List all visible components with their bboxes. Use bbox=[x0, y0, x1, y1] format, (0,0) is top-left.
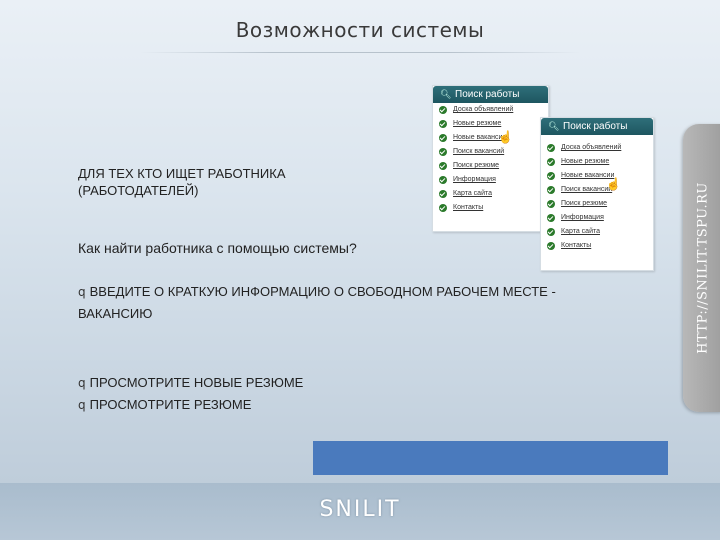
menu-screenshot-2 bbox=[540, 117, 654, 271]
menu-item-contacts[interactable]: Контакты bbox=[433, 201, 548, 215]
bullet-item bbox=[78, 281, 558, 325]
green-check-icon bbox=[439, 204, 447, 212]
green-check-icon bbox=[547, 172, 555, 180]
menu-header bbox=[433, 86, 548, 103]
green-check-icon bbox=[547, 214, 555, 222]
bullet-item bbox=[78, 374, 303, 392]
menu-header bbox=[541, 118, 653, 135]
menu-item-sitemap[interactable]: Карта сайта bbox=[433, 187, 548, 201]
bullet-item bbox=[78, 396, 251, 414]
green-check-icon bbox=[439, 106, 447, 114]
side-url-tab[interactable] bbox=[683, 124, 720, 412]
green-check-icon bbox=[439, 148, 447, 156]
menu-item-board[interactable]: Доска объявлений bbox=[541, 141, 653, 155]
menu-item-search-resumes[interactable]: Поиск резюме bbox=[433, 159, 548, 173]
menu-header-label: Поиск работы bbox=[563, 121, 628, 132]
hand-cursor-icon: ☝ bbox=[498, 130, 513, 144]
menu-item-new-vacancies[interactable]: Новые вакансии bbox=[433, 131, 548, 145]
bullet-text: ПРОСМОТРИТЕ НОВЫЕ РЕЗЮМЕ bbox=[89, 375, 304, 390]
section-heading: ДЛЯ ТЕХ КТО ИЩЕТ РАБОТНИКА (РАБОТОДАТЕЛЕЙ) bbox=[78, 166, 286, 198]
green-check-icon bbox=[547, 158, 555, 166]
snilit-logo: SNILIT bbox=[319, 497, 401, 522]
menu-item-new-resumes[interactable]: Новые резюме bbox=[433, 117, 548, 131]
menu-item-search-vacancies[interactable]: Поиск вакансий bbox=[541, 183, 653, 197]
bullet-marker: q bbox=[78, 376, 86, 390]
menu-item-contacts[interactable]: Контакты bbox=[541, 239, 653, 253]
green-check-icon bbox=[547, 144, 555, 152]
green-check-icon bbox=[547, 200, 555, 208]
menu-header-label: Поиск работы bbox=[455, 89, 520, 100]
bullet-text: ВВЕДИТЕ О КРАТКУЮ ИНФОРМАЦИЮ О СВОБОДНОМ РАБОЧЕМ МЕСТЕ - ВАКАНСИЮ bbox=[78, 284, 556, 321]
bullet-marker: q bbox=[78, 285, 86, 299]
menu-item-info[interactable]: Информация bbox=[433, 173, 548, 187]
green-check-icon bbox=[439, 190, 447, 198]
menu-item-info[interactable]: Информация bbox=[541, 211, 653, 225]
slide-title: Возможности системы bbox=[235, 18, 485, 42]
blue-banner bbox=[313, 441, 668, 475]
bullet-text: ПРОСМОТРИТЕ РЕЗЮМЕ bbox=[89, 397, 252, 412]
question-text: Как найти работника с помощью системы? bbox=[78, 240, 357, 256]
title-divider bbox=[140, 52, 580, 53]
menu-item-new-vacancies[interactable]: Новые вакансии bbox=[541, 169, 653, 183]
magnifier-icon: 🔍︎ bbox=[440, 89, 452, 99]
hand-cursor-icon: ☝ bbox=[606, 177, 621, 191]
green-check-icon bbox=[547, 228, 555, 236]
menu-screenshot-1 bbox=[432, 85, 549, 232]
green-check-icon bbox=[439, 134, 447, 142]
bullet-marker: q bbox=[78, 398, 86, 412]
green-check-icon bbox=[439, 120, 447, 128]
menu-item-sitemap[interactable]: Карта сайта bbox=[541, 225, 653, 239]
green-check-icon bbox=[547, 186, 555, 194]
menu-item-board[interactable]: Доска объявлений bbox=[433, 103, 548, 117]
menu-item-new-resumes[interactable]: Новые резюме bbox=[541, 155, 653, 169]
green-check-icon bbox=[547, 242, 555, 250]
side-url-text: HTTP://SNILIT.TSPU.RU bbox=[695, 182, 711, 354]
green-check-icon bbox=[439, 162, 447, 170]
menu-item-search-resumes[interactable]: Поиск резюме bbox=[541, 197, 653, 211]
magnifier-icon: 🔍︎ bbox=[548, 121, 560, 131]
menu-item-search-vacancies[interactable]: Поиск вакансий bbox=[433, 145, 548, 159]
green-check-icon bbox=[439, 176, 447, 184]
